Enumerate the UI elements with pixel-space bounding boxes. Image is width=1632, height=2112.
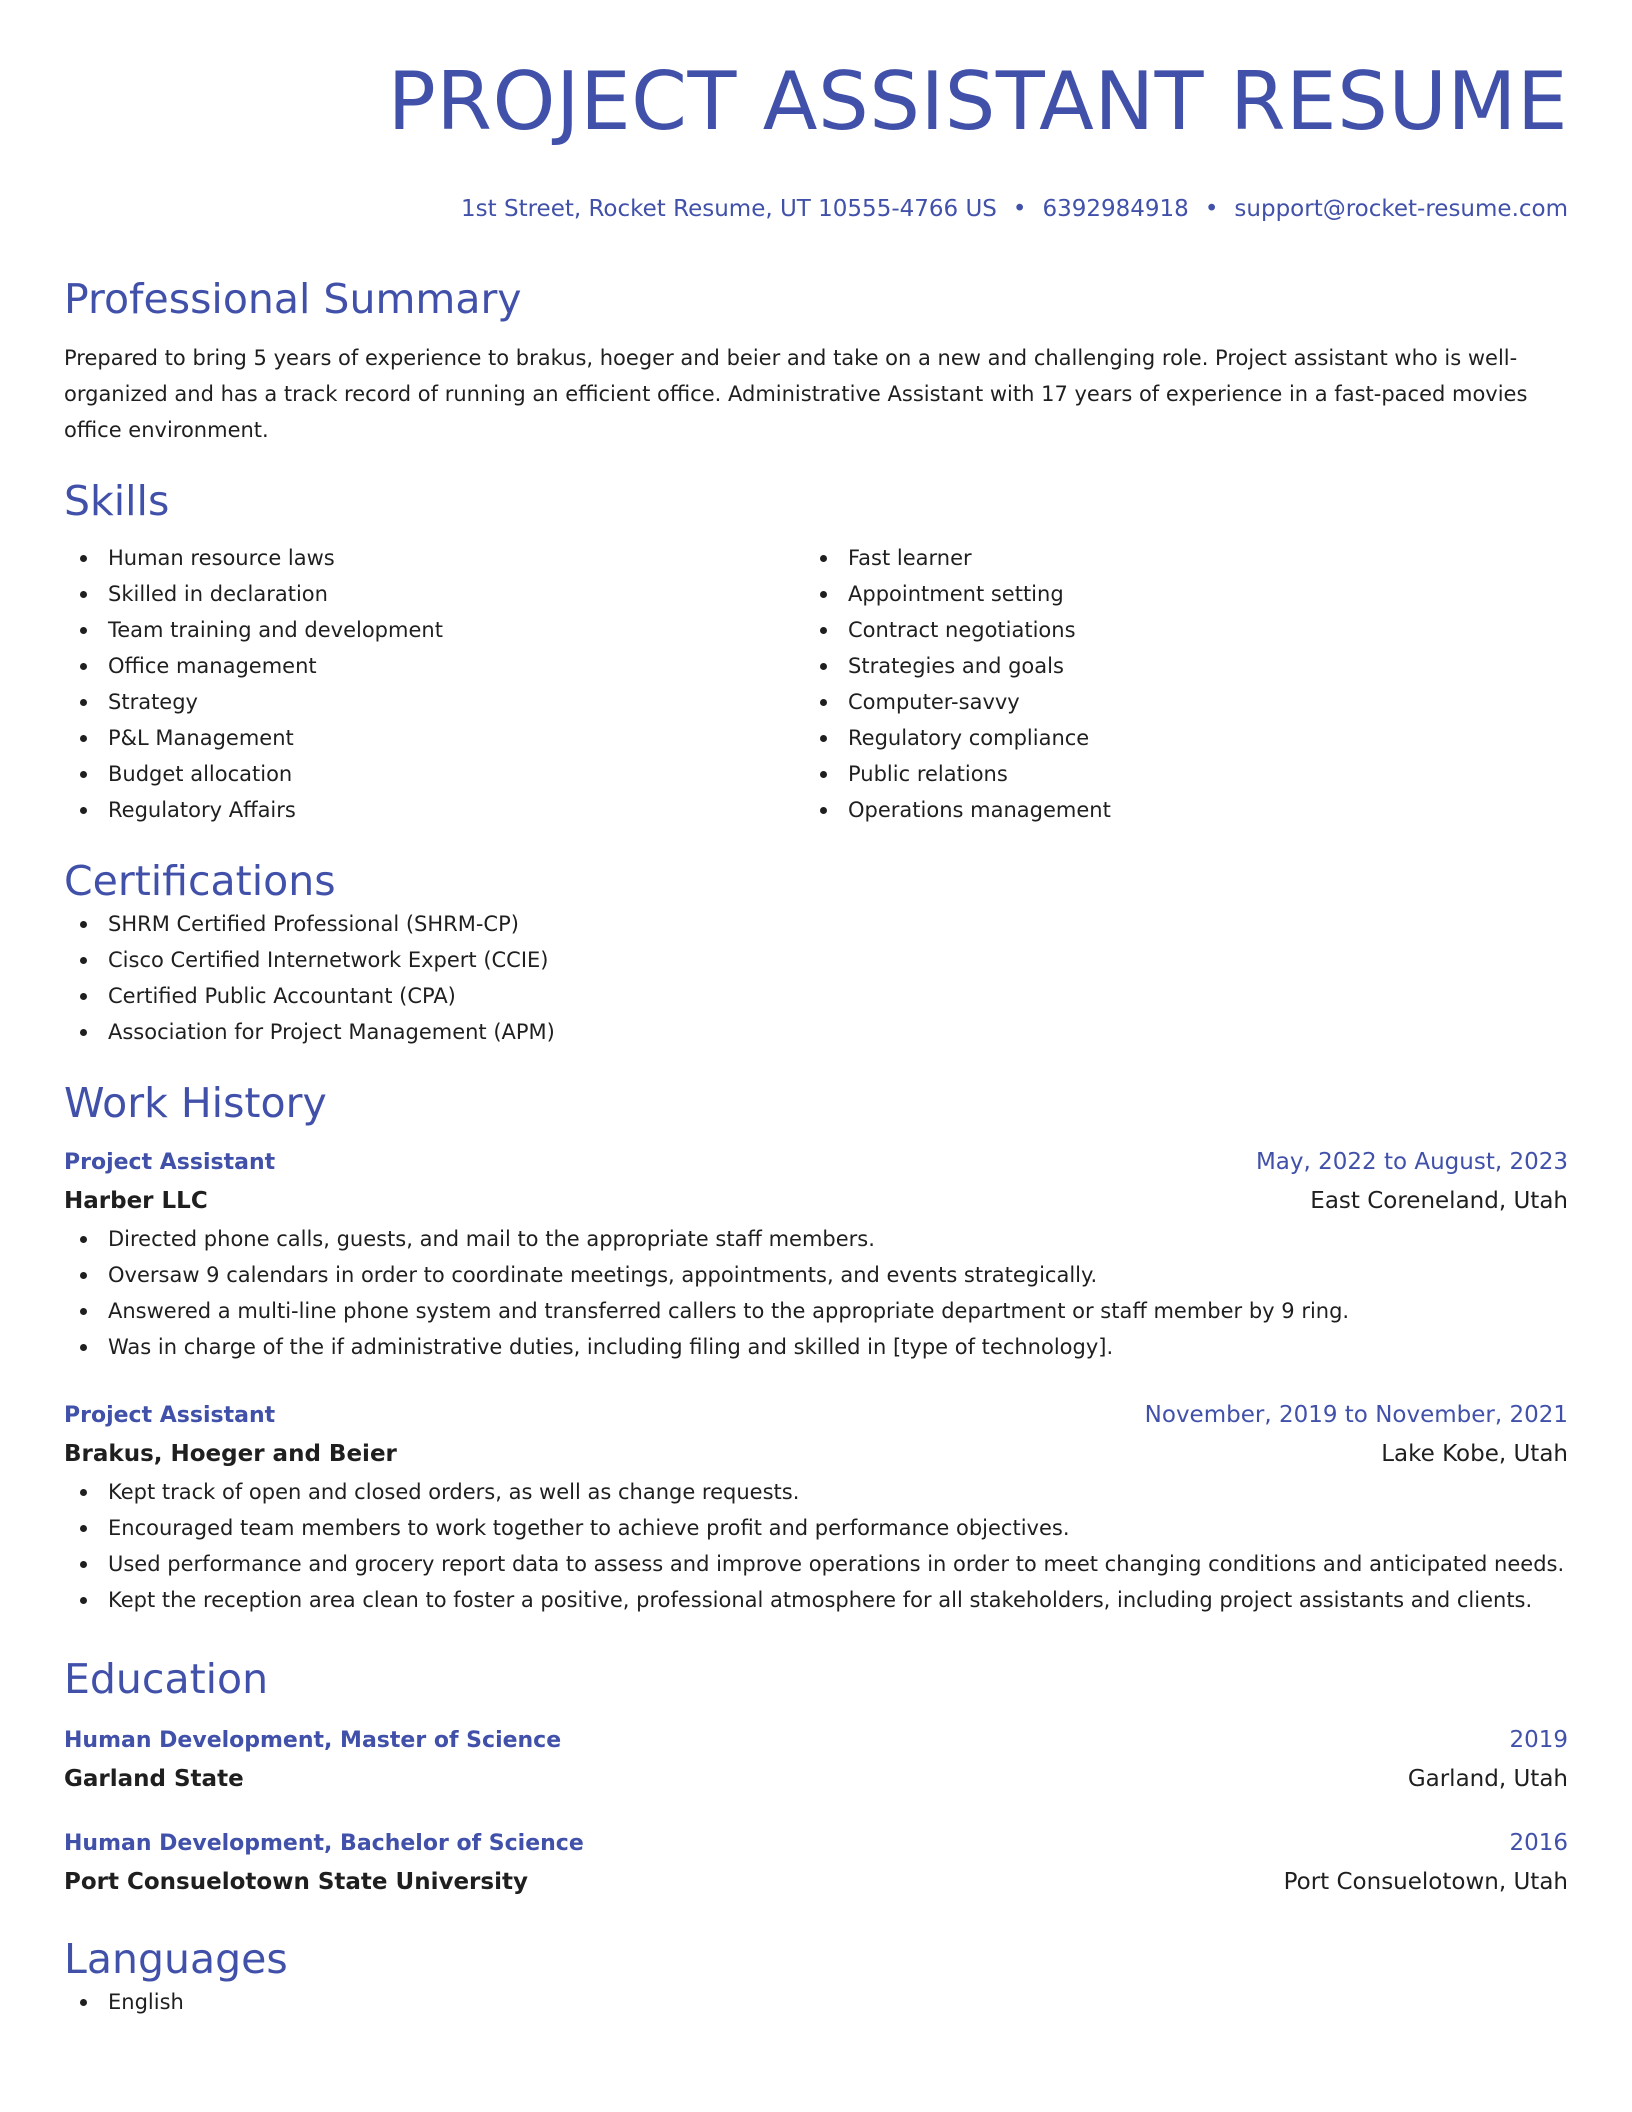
skill-item: Office management: [64, 648, 804, 684]
education-heading: Education: [64, 1655, 269, 1703]
job-header-row: [64, 1144, 1568, 1181]
skill-item: Computer-savvy: [804, 684, 1544, 720]
skills-columns: [64, 540, 1568, 828]
certifications-heading: Certifications: [64, 857, 336, 905]
education-school: Garland State: [64, 1766, 244, 1792]
work-history-heading: Work History: [64, 1079, 327, 1127]
skills-heading: Skills: [64, 477, 170, 525]
skill-item: Contract negotiations: [804, 612, 1544, 648]
job-company: Harber LLC: [64, 1188, 208, 1214]
certification-item: Cisco Certified Internetwork Expert (CCIE): [64, 942, 1568, 978]
job-duties-list: [64, 1474, 1568, 1618]
education-degree: Human Development, Bachelor of Science: [64, 1831, 584, 1856]
languages-list: [64, 1984, 1568, 2020]
job-title: Project Assistant: [64, 1150, 276, 1175]
education-header-row: [64, 1722, 1568, 1759]
job-company: Brakus, Hoeger and Beier: [64, 1441, 397, 1467]
contact-email[interactable]: support@rocket-resume.com: [1234, 196, 1568, 222]
skill-item: Fast learner: [804, 540, 1544, 576]
education-school-row: [64, 1862, 1568, 1902]
job-entry: [64, 1144, 1568, 1365]
languages-heading: Languages: [64, 1935, 288, 1983]
job-duty: Answered a multi-line phone system and transferred callers to the appropriate department or staff member by 9 ring.: [64, 1293, 1568, 1329]
contact-phone: 6392984918: [1042, 196, 1189, 222]
education-school-row: [64, 1759, 1568, 1799]
contact-line: [64, 194, 1568, 224]
job-duty: Encouraged team members to work together to achieve profit and performance objectives.: [64, 1510, 1568, 1546]
skill-item: Appointment setting: [804, 576, 1544, 612]
skill-item: Regulatory Affairs: [64, 792, 804, 828]
skill-item: P&L Management: [64, 720, 804, 756]
education-degree: Human Development, Master of Science: [64, 1728, 562, 1753]
job-duties-list: [64, 1221, 1568, 1365]
job-location: Lake Kobe, Utah: [1381, 1441, 1568, 1467]
education-school: Port Consuelotown State University: [64, 1869, 528, 1895]
education-location: Garland, Utah: [1407, 1766, 1568, 1792]
contact-separator: •: [1204, 196, 1219, 222]
job-duty: Was in charge of the if administrative duties, including filing and skilled in [type of technology].: [64, 1329, 1568, 1365]
job-title: Project Assistant: [64, 1403, 276, 1428]
skills-list-right: [804, 540, 1544, 828]
skill-item: Public relations: [804, 756, 1544, 792]
job-company-row: [64, 1434, 1568, 1474]
job-dates: November, 2019 to November, 2021: [1144, 1402, 1568, 1428]
education-entry: [64, 1722, 1568, 1799]
certifications-list: [64, 906, 1568, 1050]
contact-separator: •: [1012, 196, 1027, 222]
job-duty: Used performance and grocery report data to assess and improve operations in order to meet changing conditions and anticipated needs.: [64, 1546, 1568, 1582]
job-company-row: [64, 1181, 1568, 1221]
contact-address: 1st Street, Rocket Resume, UT 10555-4766 US: [461, 196, 997, 222]
resume-page: [64, 0, 1568, 2020]
summary-heading: Professional Summary: [64, 275, 522, 323]
summary-text: Prepared to bring 5 years of experience to brakus, hoeger and beier and take on a new and challenging role. Project assistant who is well-organized and has a track record of running an efficient office. Administrative Assistant with 17 years of experience in a fast-paced movies office environment.: [64, 346, 1528, 442]
education-year: 2019: [1509, 1727, 1568, 1753]
skill-item: Operations management: [804, 792, 1544, 828]
job-entry: [64, 1397, 1568, 1618]
skill-item: Strategy: [64, 684, 804, 720]
certification-item: SHRM Certified Professional (SHRM-CP): [64, 906, 1568, 942]
resume-title: PROJECT ASSISTANT RESUME: [387, 55, 1568, 148]
skill-item: Team training and development: [64, 612, 804, 648]
job-duty: Directed phone calls, guests, and mail to the appropriate staff members.: [64, 1221, 1568, 1257]
skill-item: Strategies and goals: [804, 648, 1544, 684]
language-item: English: [64, 1984, 1568, 2020]
job-duty: Oversaw 9 calendars in order to coordinate meetings, appointments, and events strategically.: [64, 1257, 1568, 1293]
education-entry: [64, 1825, 1568, 1902]
job-header-row: [64, 1397, 1568, 1434]
job-duty: Kept track of open and closed orders, as well as change requests.: [64, 1474, 1568, 1510]
job-duty: Kept the reception area clean to foster a positive, professional atmosphere for all stakeholders, including project assistants and clients.: [64, 1582, 1568, 1618]
skills-list-left: [64, 540, 804, 828]
education-year: 2016: [1509, 1830, 1568, 1856]
skill-item: Skilled in declaration: [64, 576, 804, 612]
certification-item: Association for Project Management (APM): [64, 1014, 1568, 1050]
job-dates: May, 2022 to August, 2023: [1255, 1149, 1568, 1175]
education-header-row: [64, 1825, 1568, 1862]
job-location: East Coreneland, Utah: [1310, 1188, 1568, 1214]
skill-item: Budget allocation: [64, 756, 804, 792]
skill-item: Human resource laws: [64, 540, 804, 576]
skill-item: Regulatory compliance: [804, 720, 1544, 756]
certification-item: Certified Public Accountant (CPA): [64, 978, 1568, 1014]
education-location: Port Consuelotown, Utah: [1283, 1869, 1568, 1895]
